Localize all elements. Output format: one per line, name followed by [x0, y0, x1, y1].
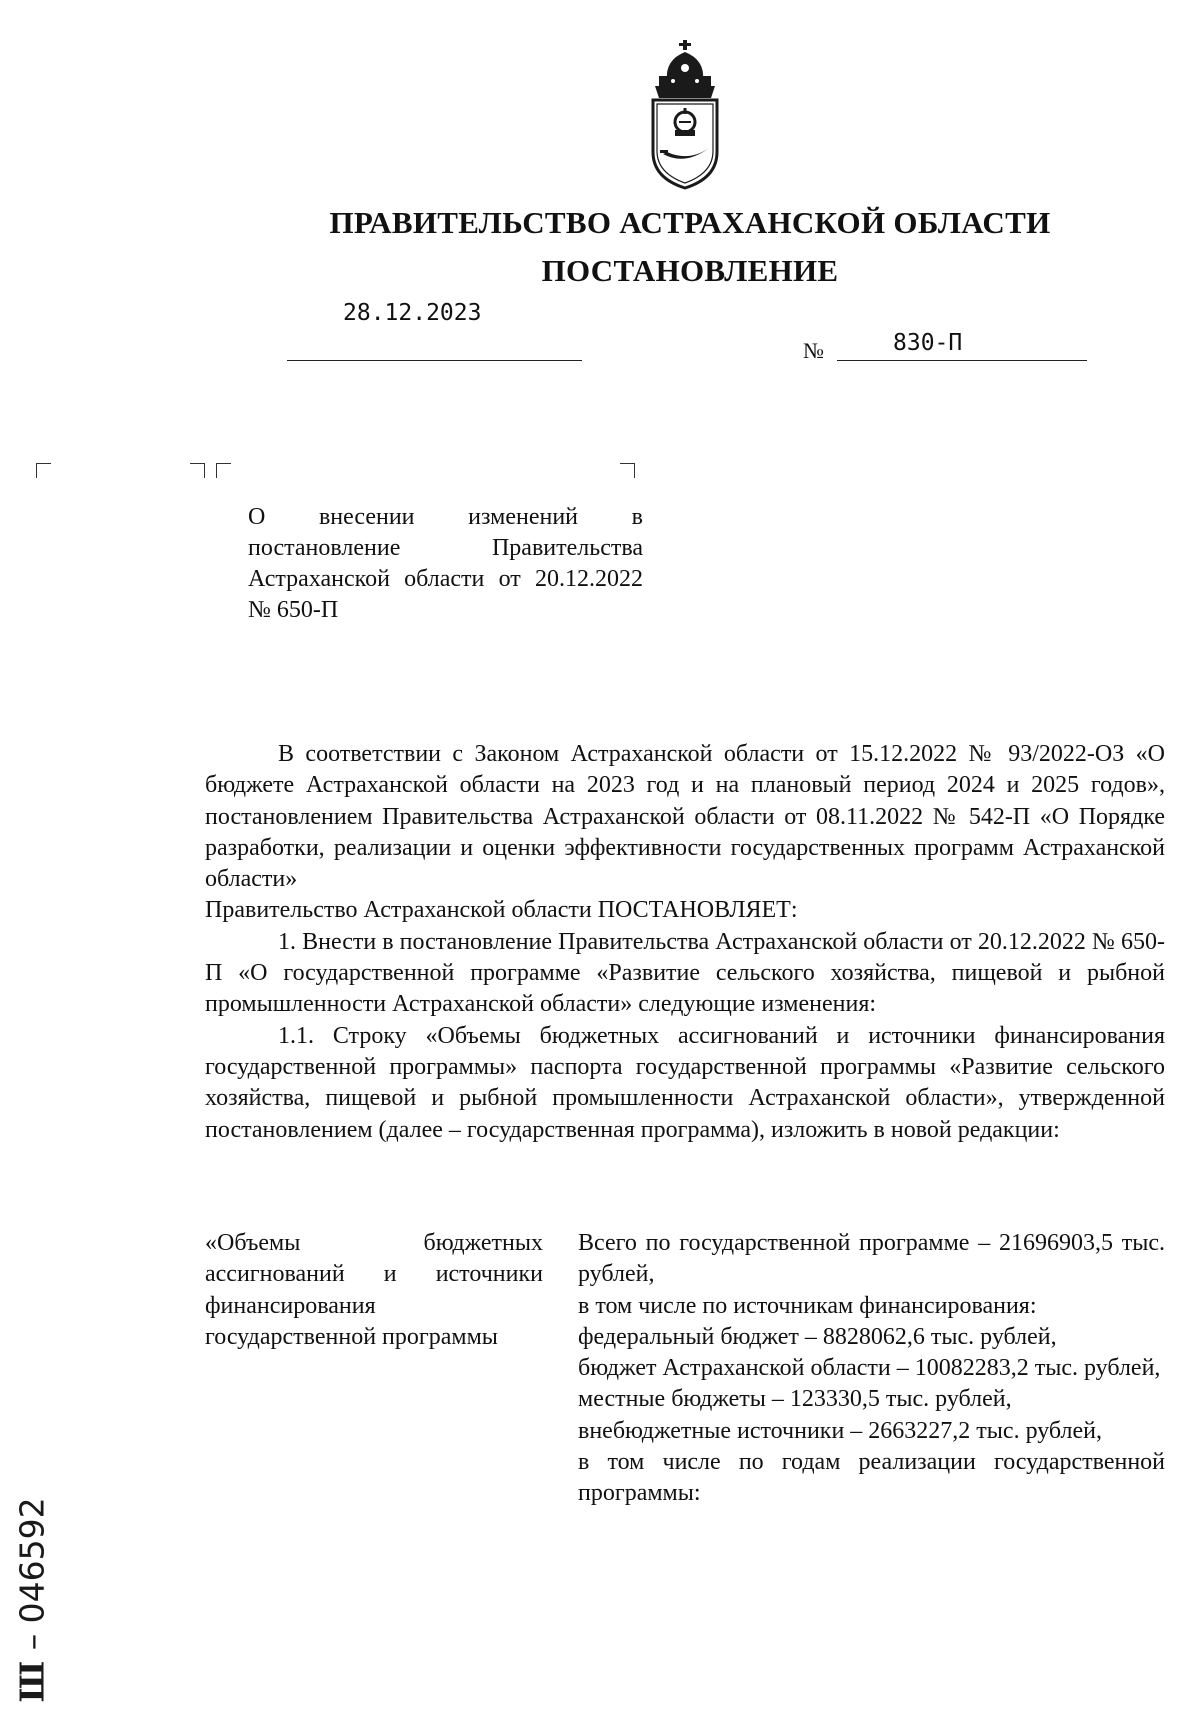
serial-prefix: Ш: [12, 1660, 52, 1703]
clause-1-1: 1.1. Строку «Объемы бюджетных ассигнований и источники финансирования государственной программы» паспорта государственной программы «Развитие сельского хозяйства, пищевой и рыбной промышленности Астраханской области», утвержденной постановлением (далее – государственная программа), изложить в новой редакции:: [205, 1022, 1165, 1143]
government-name: ПРАВИТЕЛЬСТВО АСТРАХАНСКОЙ ОБЛАСТИ: [329, 205, 1051, 240]
coat-of-arms-emblem: [645, 40, 725, 190]
clause-1: 1. Внести в постановление Правительства Астраханской области от 20.12.2022 № 650-П «О государственной программе «Развитие сельского хозяйства, пищевой и рыбной промышленности Астраханской области» следующие изменения:: [205, 928, 1165, 1018]
document-number: 830-П: [893, 330, 963, 356]
local-budgets-line: местные бюджеты – 123330,5 тыс. рублей,: [578, 1386, 1012, 1413]
number-sign: №: [803, 338, 824, 363]
by-years-line: в том числе по годам реализации государственной программы:: [578, 1449, 1165, 1507]
federal-budget-line: федеральный бюджет – 8828062,6 тыс. рублей,: [578, 1323, 1057, 1350]
financing-table-label: «Объемы бюджетных ассигнований и источники финансирования государственной программы: [205, 1230, 543, 1350]
date-underline: [287, 360, 582, 361]
financing-table-values: [578, 1228, 1165, 1510]
total-line: Всего по государственной программе – 21696903,5 тыс. рублей,: [578, 1230, 1165, 1288]
resolution-line: Правительство Астраханской области ПОСТАНОВЛЯЕТ:: [205, 897, 798, 924]
serial-number-text: [13, 1497, 52, 1702]
document-subject: О внесении изменений в постановление Правительства Астраханской области от 20.12.2022 № 650-П: [248, 504, 643, 623]
sources-line: в том числе по источникам финансирования:: [578, 1292, 1037, 1319]
document-date: 28.12.2023: [343, 300, 482, 326]
corner-mark-subject-right: [620, 463, 635, 478]
corner-mark-subject-left: [216, 463, 231, 478]
extrabudgetary-line: внебюджетные источники – 2663227,2 тыс. рублей,: [578, 1417, 1103, 1444]
corner-mark-subject-left-outer: [190, 463, 205, 478]
document-body: [205, 739, 1165, 1146]
serial-number: [0, 1480, 60, 1720]
corner-mark-top-left: [36, 463, 51, 478]
regional-budget-line: бюджет Астраханской области – 10082283,2 тыс. рублей,: [578, 1355, 1161, 1382]
number-underline: [837, 360, 1087, 361]
document-type: ПОСТАНОВЛЕНИЕ: [541, 253, 839, 288]
serial-digits: – 046592: [12, 1497, 52, 1661]
preamble-paragraph: В соответствии с Законом Астраханской области от 15.12.2022 № 93/2022-ОЗ «О бюджете Астраханской области на 2023 год и на плановый период 2024 и 2025 годов», постановлением Правительства Астраханской области от 08.11.2022 № 542-П «О Порядке разработки, реализации и оценки эффективности государственных программ Астраханской области»: [205, 741, 1165, 893]
